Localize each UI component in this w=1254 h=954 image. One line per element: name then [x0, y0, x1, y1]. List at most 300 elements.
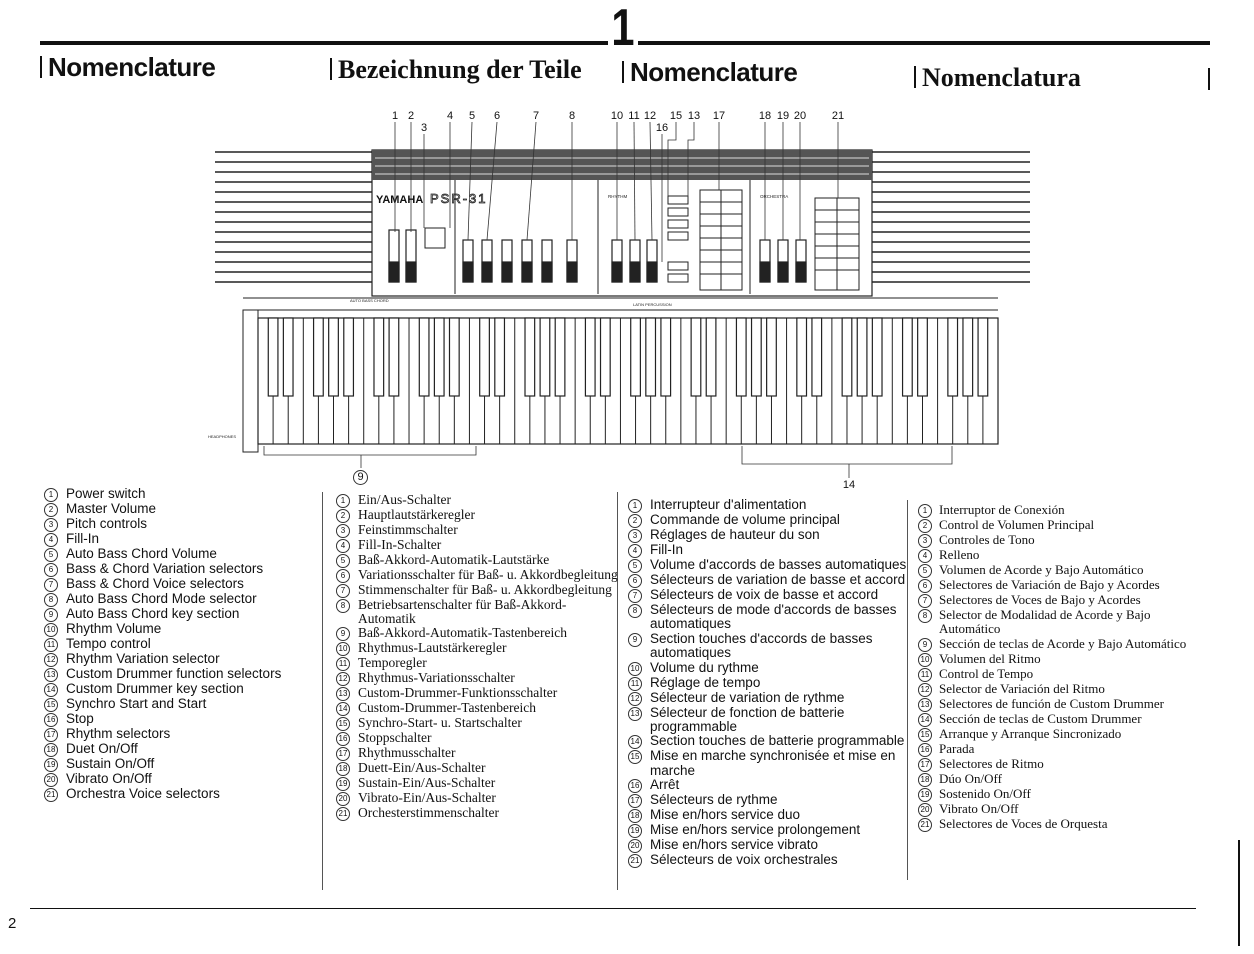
item-number: 19 [628, 824, 642, 838]
item-number: 12 [336, 672, 350, 686]
item-label: Sélecteur de fonction de batterie programmable [650, 704, 845, 735]
item-label: Sélecteurs de mode d'accords de basses automatiques [650, 602, 897, 632]
list-item [918, 772, 1196, 787]
list-item [336, 806, 618, 821]
callout-3: 3 [420, 122, 428, 134]
list-item [336, 761, 618, 776]
item-label: Sélecteurs de rythme [650, 792, 778, 808]
item-label: Feinstimmschalter [358, 522, 458, 537]
item-number: 5 [628, 559, 642, 573]
item-number: 20 [628, 839, 642, 853]
list-item [336, 508, 618, 523]
item-number: 4 [628, 544, 642, 558]
item-label: Custom-Drummer-Funktionsschalter [358, 685, 558, 701]
list-item [44, 517, 334, 532]
black-key [706, 318, 716, 396]
item-number: 7 [918, 594, 932, 608]
list-item [336, 626, 618, 641]
list-item [44, 577, 334, 592]
item-label: Auto Bass Chord Mode selector [66, 591, 257, 606]
black-key [736, 318, 746, 396]
item-number: 6 [44, 563, 58, 577]
list-item [336, 553, 618, 568]
item-number: 19 [336, 777, 350, 791]
item-number: 9 [336, 627, 350, 641]
list-item [336, 583, 618, 598]
black-key [797, 318, 807, 396]
item-number: 4 [336, 539, 350, 553]
list-item [44, 502, 334, 517]
item-number: 2 [918, 519, 932, 533]
item-number: 14 [628, 735, 642, 749]
left-speaker-grill [215, 152, 372, 282]
list-item [336, 641, 618, 656]
item-number: 18 [336, 762, 350, 776]
item-label: Orchesterstimmenschalter [358, 805, 499, 821]
list-item [44, 607, 334, 622]
black-key [314, 318, 324, 396]
brand-label: YAMAHA [376, 194, 424, 206]
item-number: 1 [44, 488, 58, 502]
item-label: Betriebsartenschalter für Baß-Akkord-Automatik [358, 597, 567, 627]
item-label: Variationsschalter für Baß- u. Akkordbegleitung [358, 567, 618, 582]
list-item [628, 793, 910, 808]
item-number: 5 [44, 548, 58, 562]
item-number: 14 [44, 683, 58, 697]
list-item [44, 532, 334, 547]
item-label: Stoppschalter [358, 730, 432, 746]
item-number: 13 [918, 698, 932, 712]
list-item [628, 603, 910, 632]
callout-2: 2 [407, 110, 415, 122]
heading-spanish: Nomenclatura [914, 63, 1081, 93]
latin-percussion-label: LATIN PERCUSSION [633, 302, 672, 307]
item-label: Synchro-Start- u. Startschalter [358, 715, 522, 731]
item-label: Sélecteurs de voix orchestrales [650, 852, 838, 868]
black-key [661, 318, 671, 396]
callout-4: 4 [446, 110, 454, 122]
list-item [628, 676, 910, 691]
list-item [336, 598, 618, 626]
item-label: Interruptor de Conexión [939, 502, 1065, 517]
item-number: 19 [918, 788, 932, 802]
item-number: 8 [628, 604, 642, 618]
item-label: Rhythmus-Variationsschalter [358, 670, 515, 686]
list-item [44, 637, 334, 652]
black-key [812, 318, 822, 396]
item-number: 7 [44, 578, 58, 592]
list-item [918, 727, 1196, 742]
item-label: Fill-In [650, 542, 683, 557]
list-item [918, 697, 1196, 712]
item-label: Duet On/Off [66, 741, 138, 756]
item-label: Mise en/hors service vibrato [650, 837, 819, 853]
black-key [389, 318, 399, 396]
list-item [918, 682, 1196, 697]
item-label: Tempo control [66, 636, 151, 651]
list-item [918, 578, 1196, 593]
item-label: Sustain On/Off [66, 756, 155, 771]
list-item [44, 622, 334, 637]
item-label: Selectores de Variación de Bajo y Acordes [939, 577, 1160, 592]
list-item [44, 712, 334, 727]
rhythm-section-label: RHYTHM [608, 194, 628, 199]
item-number: 16 [918, 743, 932, 757]
callout-9: 9 [353, 470, 368, 485]
item-number: 19 [44, 758, 58, 772]
item-number: 8 [918, 609, 932, 623]
item-number: 16 [628, 779, 642, 793]
black-key [918, 318, 928, 396]
item-label: Control de Volumen Principal [939, 517, 1095, 532]
item-label: Stop [66, 711, 94, 726]
item-label: Hauptlautstärkeregler [358, 507, 475, 522]
item-number: 9 [628, 633, 642, 647]
black-key [601, 318, 611, 396]
callout-11: 11 [628, 110, 640, 122]
list-item [628, 838, 910, 853]
list-item [628, 558, 910, 573]
list-item [336, 686, 618, 701]
list-item [44, 652, 334, 667]
list-item [918, 712, 1196, 727]
item-label: Control de Tempo [939, 665, 1034, 681]
item-number: 21 [628, 854, 642, 868]
list-item [628, 734, 910, 749]
item-number: 5 [918, 564, 932, 578]
item-number: 10 [918, 653, 932, 667]
black-key [963, 318, 973, 396]
black-key [691, 318, 701, 396]
list-item [336, 671, 618, 686]
item-number: 21 [918, 818, 932, 832]
item-number: 16 [336, 732, 350, 746]
list-item [628, 632, 910, 661]
item-number: 3 [628, 529, 642, 543]
item-number: 14 [918, 713, 932, 727]
callout-18: 18 [758, 110, 772, 122]
list-item [44, 592, 334, 607]
item-number: 2 [628, 514, 642, 528]
item-label: Section touches d'accords de basses automatiques [650, 630, 873, 661]
list-item [918, 593, 1196, 608]
item-label: Custom Drummer key section [66, 681, 244, 696]
item-label: Orchestra Voice selectors [66, 786, 220, 801]
item-label: Mise en/hors service prolongement [650, 822, 861, 838]
item-label: Vibrato On/Off [66, 771, 152, 786]
list-item [336, 716, 618, 731]
list-item [44, 787, 334, 802]
auto-bass-chord-label: AUTO BASS CHORD [350, 298, 389, 303]
black-key [525, 318, 535, 396]
item-label: Réglages de hauteur du son [650, 527, 820, 542]
item-number: 9 [44, 608, 58, 622]
item-label: Arrêt [650, 777, 680, 793]
orchestra-voice-grid [815, 198, 859, 290]
list-item [918, 757, 1196, 772]
black-key [374, 318, 384, 396]
list-item [336, 493, 618, 508]
item-number: 20 [918, 803, 932, 817]
item-number: 6 [918, 579, 932, 593]
item-label: Mise en/hors service duo [650, 807, 801, 823]
control-panel [372, 150, 872, 296]
item-label: Ein/Aus-Schalter [358, 492, 451, 507]
item-label: Volume du rythme [650, 659, 759, 675]
item-number: 12 [918, 683, 932, 697]
black-key [480, 318, 490, 396]
list-item [918, 503, 1196, 518]
item-label: Sustain-Ein/Aus-Schalter [358, 775, 496, 791]
list-item [628, 588, 910, 603]
callout-5: 5 [468, 110, 476, 122]
keyboard-keys [258, 318, 998, 444]
item-number: 15 [336, 717, 350, 731]
list-item [918, 667, 1196, 682]
item-label: Baß-Akkord-Automatik-Lautstärke [358, 552, 550, 567]
item-label: Fill-In-Schalter [358, 537, 442, 552]
item-number: 3 [336, 524, 350, 538]
item-label: Réglage de tempo [650, 674, 761, 690]
rhythm-selector-grid [700, 190, 742, 290]
list-item [336, 523, 618, 538]
list-item [918, 548, 1196, 563]
black-key [631, 318, 641, 396]
list-item [44, 487, 334, 502]
item-label: Duett-Ein/Aus-Schalter [358, 760, 486, 776]
item-number: 3 [44, 518, 58, 532]
item-number: 13 [44, 668, 58, 682]
item-number: 17 [918, 758, 932, 772]
item-number: 3 [918, 534, 932, 548]
item-number: 16 [44, 713, 58, 727]
item-label: Temporegler [358, 655, 427, 671]
callout-8: 8 [568, 110, 576, 122]
list-item [918, 817, 1196, 832]
list-item [918, 652, 1196, 667]
black-key [857, 318, 867, 396]
item-number: 6 [336, 569, 350, 583]
callout-19: 19 [776, 110, 790, 122]
item-label: Selectores de Voces de Bajo y Acordes [939, 592, 1141, 607]
item-label: Custom Drummer function selectors [66, 666, 282, 681]
item-label: Sección de teclas de Acorde y Bajo Automático [939, 635, 1187, 651]
callout-15: 15 [669, 110, 683, 122]
item-number: 18 [628, 809, 642, 823]
item-number: 13 [628, 707, 642, 721]
right-speaker-grill [872, 152, 1030, 282]
item-number: 5 [336, 554, 350, 568]
black-key [752, 318, 762, 396]
item-label: Power switch [66, 486, 146, 501]
item-label: Stimmenschalter für Baß- u. Akkordbegleitung [358, 582, 612, 597]
item-number: 21 [336, 807, 350, 821]
list-item [336, 568, 618, 583]
callout-12: 12 [643, 110, 657, 122]
list-item [336, 731, 618, 746]
item-number: 10 [336, 642, 350, 656]
black-key [842, 318, 852, 396]
item-number: 4 [44, 533, 58, 547]
orchestra-section-label: ORCHESTRA [760, 194, 789, 199]
list-item [44, 667, 334, 682]
list-item [44, 772, 334, 787]
callout-20: 20 [793, 110, 807, 122]
right-margin-mark [1238, 840, 1240, 946]
item-label: Synchro Start and Start [66, 696, 207, 711]
item-number: 8 [336, 599, 350, 613]
callout-16: 16 [655, 122, 669, 134]
black-key [449, 318, 459, 396]
item-number: 8 [44, 593, 58, 607]
item-label: Volume d'accords de basses automatiques [650, 557, 907, 572]
item-number: 7 [336, 584, 350, 598]
item-label: Section touches de batterie programmable [650, 733, 905, 749]
list-item [628, 661, 910, 676]
item-label: Bass & Chord Variation selectors [66, 561, 264, 576]
list-item [44, 727, 334, 742]
item-label: Sélecteurs de voix de basse et accord [650, 587, 879, 602]
item-label: Selector de Variación del Ritmo [939, 680, 1105, 696]
item-label: Rhythmusschalter [358, 745, 456, 761]
item-number: 21 [44, 788, 58, 802]
list-item [628, 691, 910, 706]
callout-21: 21 [831, 110, 845, 122]
black-key [555, 318, 565, 396]
chapter-number: 1 [611, 0, 635, 57]
black-key [268, 318, 278, 396]
callout-10: 10 [610, 110, 624, 122]
callout-13: 13 [687, 110, 701, 122]
list-item [628, 706, 910, 735]
item-number: 1 [918, 504, 932, 518]
item-number: 18 [44, 743, 58, 757]
item-number: 2 [336, 509, 350, 523]
item-label: Commande de volume principal [650, 512, 840, 527]
item-number: 15 [918, 728, 932, 742]
list-item [918, 742, 1196, 757]
item-label: Sélecteurs de variation de basse et accord [650, 572, 906, 587]
list-item [44, 757, 334, 772]
callout-6: 6 [493, 110, 501, 122]
item-number: 10 [628, 662, 642, 676]
heading-french: Nomenclature [622, 57, 797, 88]
item-number: 11 [44, 638, 58, 652]
item-label: Volumen de Acorde y Bajo Automático [939, 562, 1144, 577]
item-number: 4 [918, 549, 932, 563]
item-number: 17 [44, 728, 58, 742]
item-label: Fill-In [66, 531, 99, 546]
list-item [918, 787, 1196, 802]
black-key [585, 318, 595, 396]
black-key [646, 318, 656, 396]
nomenclature-list-spanish [918, 503, 1196, 832]
list-item [918, 608, 1196, 637]
item-label: Auto Bass Chord Volume [66, 546, 217, 561]
item-number: 11 [628, 677, 642, 691]
item-number: 20 [44, 773, 58, 787]
item-label: Selectores de función de Custom Drummer [939, 695, 1164, 711]
list-item [918, 518, 1196, 533]
item-label: Rhythmus-Lautstärkeregler [358, 640, 507, 656]
list-item [628, 749, 910, 778]
item-label: Interrupteur d'alimentation [650, 497, 807, 512]
list-item [336, 656, 618, 671]
item-label: Selectores de Ritmo [939, 755, 1044, 771]
list-item [628, 498, 910, 513]
item-label: Bass & Chord Voice selectors [66, 576, 244, 591]
item-number: 1 [336, 494, 350, 508]
list-item [44, 697, 334, 712]
item-label: Sélecteur de variation de rythme [650, 689, 845, 705]
item-label: Baß-Akkord-Automatik-Tastenbereich [358, 625, 567, 641]
item-label: Volumen del Ritmo [939, 650, 1041, 666]
black-key [948, 318, 958, 396]
item-number: 14 [336, 702, 350, 716]
item-label: Arranque y Arranque Sincronizado [939, 725, 1122, 741]
item-label: Pitch controls [66, 516, 148, 531]
item-number: 2 [44, 503, 58, 517]
item-label: Vibrato-Ein/Aus-Schalter [358, 790, 496, 806]
list-item [336, 701, 618, 716]
list-item [628, 808, 910, 823]
list-item [336, 791, 618, 806]
item-number: 10 [44, 623, 58, 637]
black-key [495, 318, 505, 396]
list-item [44, 562, 334, 577]
list-item [44, 682, 334, 697]
heading-english: Nomenclature [40, 52, 215, 83]
item-number: 15 [44, 698, 58, 712]
item-number: 6 [628, 574, 642, 588]
item-number: 13 [336, 687, 350, 701]
black-key [872, 318, 882, 396]
nomenclature-list-english [44, 487, 334, 802]
list-item [628, 513, 910, 528]
item-label: Vibrato On/Off [939, 800, 1019, 816]
list-item [918, 802, 1196, 817]
item-label: Auto Bass Chord key section [66, 606, 240, 621]
item-number: 7 [628, 589, 642, 603]
item-label: Relleno [939, 547, 980, 562]
black-key [344, 318, 354, 396]
item-number: 17 [628, 794, 642, 808]
item-number: 11 [336, 657, 350, 671]
page-number: 2 [8, 915, 17, 932]
list-item [628, 778, 910, 793]
item-number: 15 [628, 750, 642, 764]
item-label: Custom-Drummer-Tastenbereich [358, 700, 536, 716]
black-key [283, 318, 293, 396]
black-key [419, 318, 429, 396]
item-label: Controles de Tono [939, 532, 1035, 547]
item-label: Rhythm selectors [66, 726, 171, 741]
nomenclature-list-german [336, 493, 618, 821]
item-label: Sección de teclas de Custom Drummer [939, 710, 1142, 726]
black-key [978, 318, 988, 396]
list-item [628, 528, 910, 543]
item-label: Selector de Modalidad de Acorde y Bajo Automático [939, 607, 1151, 637]
bottom-rule [30, 908, 1196, 909]
item-label: Mise en marche synchronisée et mise en marche [650, 748, 896, 778]
item-number: 9 [918, 638, 932, 652]
black-key [540, 318, 550, 396]
callout-14: 14 [842, 479, 856, 491]
list-item [336, 776, 618, 791]
item-number: 12 [44, 653, 58, 667]
item-number: 12 [628, 692, 642, 706]
model-label: PSR-31 [430, 191, 488, 206]
